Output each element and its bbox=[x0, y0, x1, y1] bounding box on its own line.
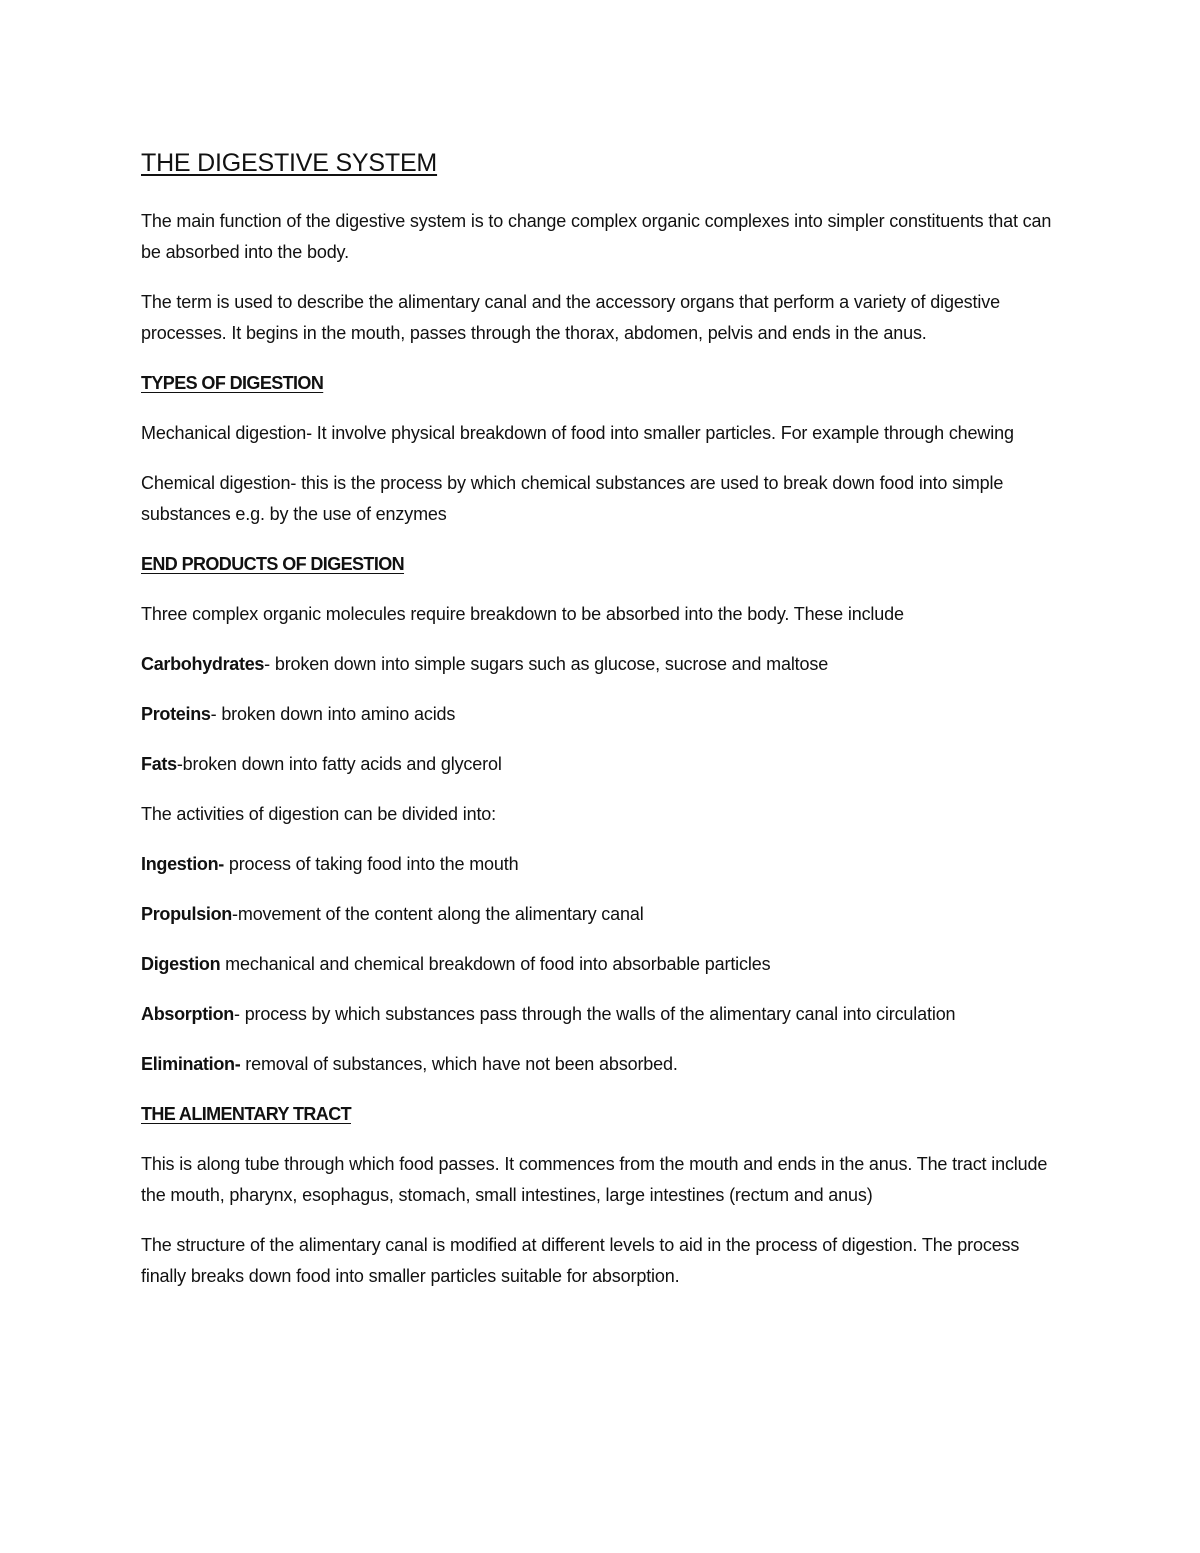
term-description: - broken down into simple sugars such as glucose, sucrose and maltose bbox=[264, 654, 829, 674]
end-product-carbohydrates bbox=[141, 649, 1056, 680]
term-description: -broken down into fatty acids and glycerol bbox=[176, 754, 502, 774]
term-description: - broken down into amino acids bbox=[210, 704, 456, 724]
activity-ingestion bbox=[141, 849, 1056, 880]
document-page bbox=[141, 140, 1056, 1311]
alimentary-tract-paragraph-2: The structure of the alimentary canal is modified at different levels to aid in the process of digestion. The process finally breaks down food into smaller particles suitable for absorption. bbox=[141, 1235, 1020, 1286]
term-description: -movement of the content along the alimentary canal bbox=[232, 904, 644, 924]
term-description: mechanical and chemical breakdown of food into absorbable particles bbox=[220, 954, 771, 974]
term-label: Absorption bbox=[141, 1004, 234, 1024]
activity-digestion bbox=[141, 949, 1056, 980]
term-label: Carbohydrates bbox=[141, 654, 265, 674]
activity-propulsion bbox=[141, 899, 1056, 930]
document-title: THE DIGESTIVE SYSTEM bbox=[141, 149, 438, 177]
alimentary-tract-heading: THE ALIMENTARY TRACT bbox=[141, 1104, 351, 1124]
end-products-lead: Three complex organic molecules require breakdown to be absorbed into the body. These include bbox=[141, 604, 904, 624]
intro-paragraph-1: The main function of the digestive system is to change complex organic complexes into simpler constituents that can be absorbed into the body. bbox=[141, 211, 1052, 262]
mechanical-digestion-paragraph: Mechanical digestion- It involve physical breakdown of food into smaller particles. For example through chewing bbox=[141, 423, 1014, 443]
types-heading: TYPES OF DIGESTION bbox=[141, 373, 324, 393]
end-product-fats bbox=[141, 749, 1056, 780]
end-product-proteins bbox=[141, 699, 1056, 730]
chemical-digestion-paragraph: Chemical digestion- this is the process by which chemical substances are used to break down food into simple substances e.g. by the use of enzymes bbox=[141, 473, 1004, 524]
term-label: Proteins bbox=[141, 704, 211, 724]
intro-paragraph-2: The term is used to describe the alimentary canal and the accessory organs that perform a variety of digestive processes. It begins in the mouth, passes through the thorax, abdomen, pelvis and ends in the anus. bbox=[141, 292, 1000, 343]
term-description: removal of substances, which have not been absorbed. bbox=[240, 1054, 678, 1074]
alimentary-tract-paragraph-1: This is along tube through which food passes. It commences from the mouth and ends in the anus. The tract include the mouth, pharynx, esophagus, stomach, small intestines, large intestines (rectum and anus) bbox=[141, 1154, 1048, 1205]
term-label: Digestion bbox=[141, 954, 221, 974]
term-description: - process by which substances pass through the walls of the alimentary canal into circulation bbox=[234, 1004, 956, 1024]
activity-absorption bbox=[141, 999, 1056, 1030]
term-label: Fats bbox=[141, 754, 177, 774]
term-label: Propulsion bbox=[141, 904, 232, 924]
term-label: Ingestion- bbox=[141, 854, 224, 874]
term-label: Elimination- bbox=[141, 1054, 241, 1074]
end-products-heading: END PRODUCTS OF DIGESTION bbox=[141, 554, 405, 574]
term-description: process of taking food into the mouth bbox=[224, 854, 519, 874]
activities-lead: The activities of digestion can be divided into: bbox=[141, 804, 497, 824]
activity-elimination bbox=[141, 1049, 1056, 1080]
